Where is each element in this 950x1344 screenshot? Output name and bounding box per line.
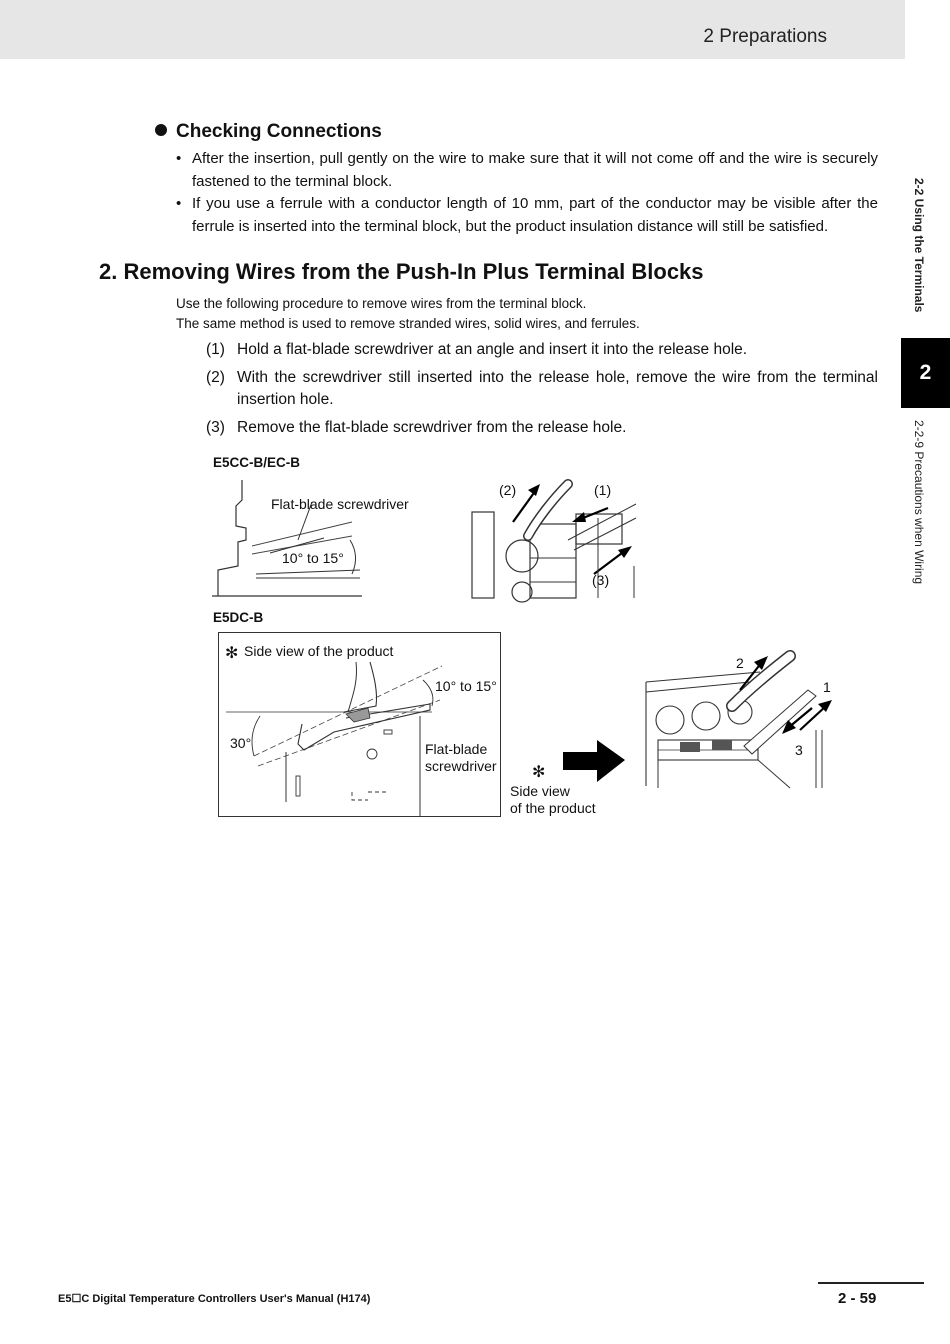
figure2-side-view-title: Side view of the product: [244, 643, 394, 659]
removing-wires-heading: 2. Removing Wires from the Push-In Plus Terminal Blocks: [99, 259, 704, 284]
checking-bullet-1: • After the insertion, pull gently on the wire to make sure that it will not come off and the wire is securely fastened to the terminal block.: [176, 150, 878, 190]
figure2-terminal-diagram: [640, 650, 824, 790]
figure2-screwdriver-label-2: screwdriver: [425, 758, 497, 774]
bullet-dot-icon: [155, 124, 167, 136]
figure1-angle-label: 10° to 15°: [282, 550, 344, 566]
figure2-side-view-asterisk-icon: ✻: [532, 764, 546, 781]
figure2-side-view-caption-2: of the product: [510, 800, 596, 816]
checking-bullet-2: • If you use a ferrule with a conductor length of 10 mm, part of the conductor may be visible after the ferrule is inserted into the terminal block, but the product insulation distance will still be satisfied.: [176, 195, 878, 235]
footer-manual-title: E5☐C Digital Temperature Controllers User's Manual (H174): [58, 1293, 371, 1305]
figure2-callout-3: 3: [795, 742, 803, 758]
figure1-callout-3: (3): [592, 572, 610, 588]
footer-rule: [818, 1282, 924, 1284]
step-1: (1) Hold a flat-blade screwdriver at an angle and insert it into the release hole.: [206, 341, 748, 358]
side-section-label: 2-2 Using the Terminals: [912, 178, 926, 313]
figure2-screwdriver-label-1: Flat-blade: [425, 741, 488, 757]
figure1-model-label: E5CC-B/EC-B: [213, 455, 301, 470]
checking-connections-heading: Checking Connections: [155, 121, 382, 143]
step-3: (3) Remove the flat-blade screwdriver from the release hole.: [206, 419, 627, 436]
page-header-band: [0, 0, 905, 59]
figure1-terminal-diagram: [468, 478, 638, 598]
intro-line-1: Use the following procedure to remove wires from the terminal block.: [176, 296, 587, 311]
step-2: (2) With the screwdriver still inserted into the release hole, remove the wire from the terminal insertion hole.: [206, 369, 878, 408]
side-subsection-label: 2-2-9 Precautions when Wiring: [912, 420, 926, 585]
figure2-model-label: E5DC-B: [213, 610, 264, 625]
figure2-side-view-caption-1: Side view: [510, 783, 570, 799]
chapter-tab: 2: [901, 338, 950, 408]
figure2-angle-label: 10° to 15°: [435, 678, 497, 694]
footer-page-number: 2 - 59: [838, 1290, 877, 1307]
view-direction-arrow-icon: [563, 738, 625, 784]
figure2-callout-2: 2: [736, 655, 744, 671]
figure1-screwdriver-label: Flat-blade screwdriver: [271, 496, 409, 512]
figure2-callout-1: 1: [823, 679, 831, 695]
header-title: 2 Preparations: [703, 26, 827, 47]
figure1-callout-2: (2): [499, 482, 517, 498]
figure1-callout-1: (1): [594, 482, 612, 498]
figure2-angle-30-label: 30°: [230, 735, 252, 751]
figure2-asterisk-icon: ✻: [225, 645, 239, 662]
intro-line-2: The same method is used to remove stranded wires, solid wires, and ferrules.: [176, 316, 640, 331]
figure2-side-view-box: [218, 632, 502, 818]
